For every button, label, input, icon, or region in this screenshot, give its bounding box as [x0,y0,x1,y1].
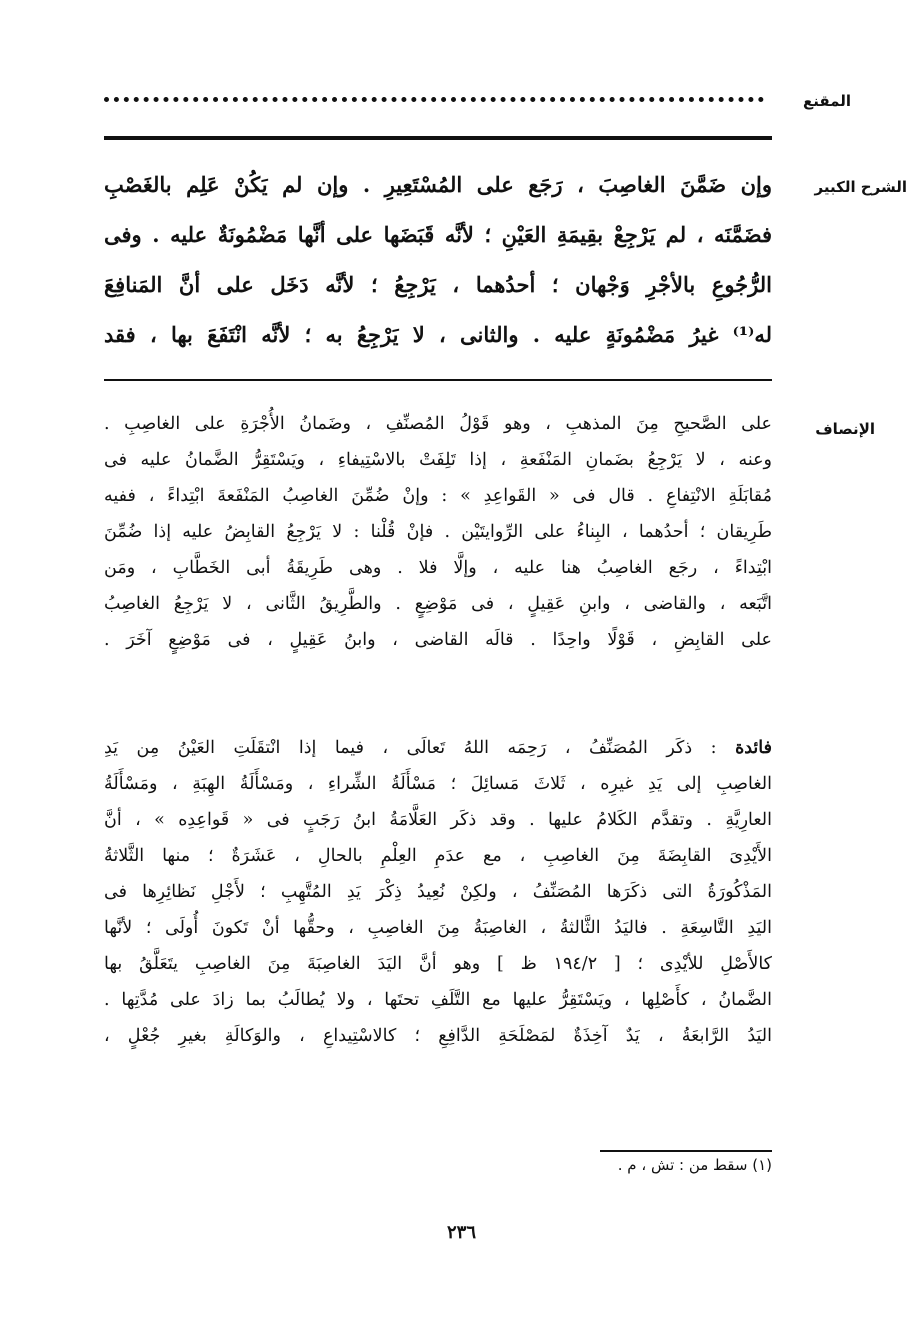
faida-first-line [104,730,772,766]
sharh-line: الرُّجُوعِ بالأجْرِ وَجْهان ؛ أحدُهما ، يَرْجِعُ ؛ لأنَّه دَخَل على أنَّ المَنافِعَ [104,272,772,297]
sharh-section-label: الشرح الكبير [814,178,907,196]
insaf-line: على القابِضِ ، قَوْلًا واحِدًا . قالَه القاضى ، وابنُ عَقِيلٍ ، فى مَوْضِعٍ آخَرَ . [104,630,772,650]
faida-line: كالأَصْلِ للأيْدِى ؛ [ ١٩٤/٢ ظ ] وهو أنَّ اليَدَ الغاصِبَةَ مِنَ الغاصِبِ يتَعَلَّقُ بها [104,954,772,974]
faida-line: العارِيَّةِ . وتقدَّم الكَلامُ عليها . وقد ذكَر العَلَّامَةُ ابنُ رَجَبٍ فى « قَواعِدِه » ، أنَّ [104,810,772,830]
faida-line: اليَدِ التَّاسِعَةِ . فاليَدُ الثَّالثةُ ، الغاصِبَةُ مِنَ الغاصِبِ ، وحقُّها أنْ تَكونَ أُولَى ؛ لأنَّها [104,918,772,938]
insaf-line: ابْتِداءً ، رجَع الغاصِبُ هنا عليه ، وإلَّا فلا . وهى طَرِيقَةُ أبى الخَطَّابِ ، ومَن [104,558,772,578]
page-number: ٢٣٦ [446,1222,476,1243]
header-thick-rule [104,136,772,140]
insaf-text-block [104,406,772,658]
insaf-line: وعنه ، لا يَرْجِعُ بضَمانِ المَنْفَعةِ ، إذا تَلِفَتْ بالاسْتِيفاءِ ، ويَسْتَقِرُّ الضَّمانُ عليه فى [104,450,772,470]
faida-line: الضَّمانُ ، كأَصْلِها ، ويَسْتَقِرُّ عليها مع التَّلَفِ تحتَها ، ولا يُطالَبُ بما زادَ على مُدَّتِها . [104,990,772,1010]
faida-line: الأَيْدِىَ القابِضَةَ مِنَ الغاصِبِ ، مع عدَمِ العِلْمِ بالحالِ ، عَشَرَةٌ ؛ منها الثَّلاثةُ [104,846,772,866]
insaf-line: على الصَّحيحِ مِنَ المذهبِ ، وهو قَوْلُ المُصنِّفِ ، وضَمانُ الأُجْرَةِ على الغاصِبِ . [104,414,772,434]
header-dotted-rule [104,97,764,102]
insaf-line: مُقابَلَةِ الانْتِفاعِ . قال فى « القَواعِدِ » : وإنْ ضُمِّنَ الغاصِبُ المَنْفَعةَ ابْتِداءً ، ففيه [104,486,772,506]
footnote-rule [600,1150,772,1152]
faida-text-block [104,730,772,1054]
faida-heading: فائدة [735,738,772,758]
sharh-line: له⁽¹⁾ غيرُ مَضْمُونَةٍ عليه . والثانى ، لا يَرْجِعُ به ؛ لأنَّه انْتَفَعَ بها ، فقد [104,322,772,347]
section-divider [104,379,772,381]
sharh-line: فضَمَّنَه ، لم يَرْجِعْ بقِيمَةِ العَيْنِ ؛ لأنَّه قَبَضَها على أنَّها مَضْمُونَةٌ عليه . وفى [104,222,772,247]
insaf-section-label: الإنصاف [815,420,875,438]
insaf-line: اتَّبَعه ، والقاضى ، وابنِ عَقِيلٍ ، فى مَوْضِعٍ . والطَّرِيقُ الثَّانى ، لا يَرْجِعُ الغاصِبُ [104,594,772,614]
faida-line-text: : ذكَر المُصَنِّفُ ، رَحِمَه اللهُ تَعالَى ، فيما إذا انْتقَلَتِ العَيْنُ مِن يَدِ [104,738,717,758]
running-header-title: المقنع [803,92,851,110]
sharh-text-block [104,160,772,360]
footnote: (١) سقط من : تش ، م . [617,1156,772,1174]
faida-line: اليَدُ الرَّابعَةُ ، يَدٌ آخِذَةٌ لمَصْلَحَةِ الدَّافِعِ ؛ كالاسْتِيداعِ ، والوَكالَةِ بغيرِ جُعْلٍ ، [104,1026,772,1046]
insaf-line: طَرِيقان ؛ أحدُهما ، البِناءُ على الرِّوايتَيْن . فإنْ قُلْنا : لا يَرْجِعُ القابِضُ عليه إذا ضُمِّنَ [104,522,772,542]
faida-line: المَذْكُورَةُ التى ذكَرَها المُصَنِّفُ ، ولكِنْ نُعِيدُ ذِكْرَ يَدِ المُتَّهِبِ ؛ لأَجْلِ نَظائِرِها فى [104,882,772,902]
sharh-line: وإن ضَمَّنَ الغاصِبَ ، رَجَع على المُسْتَعِيرِ . وإن لم يَكُنْ عَلِم بالغَصْبِ [104,172,772,197]
faida-line: الغاصِبِ إلى يَدِ غيرِه ، ثَلاثَ مَسائِلَ ؛ مَسْأَلَةُ الشِّراءِ ، ومَسْأَلَةُ الهِبَةِ ، ومَسْأَلَةُ [104,774,772,794]
